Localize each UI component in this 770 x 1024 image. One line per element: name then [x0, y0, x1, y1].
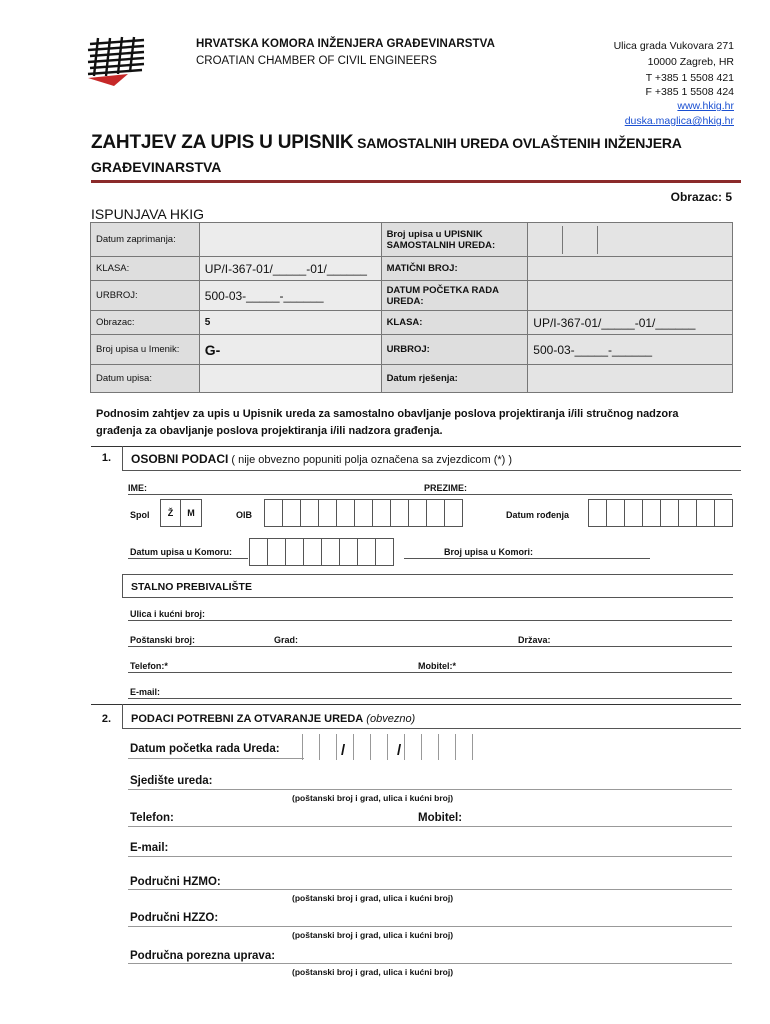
hkig-logo — [84, 36, 148, 88]
website-link[interactable]: www.hkig.hr — [677, 100, 734, 112]
email-field[interactable] — [128, 698, 732, 699]
porezna-hint: (poštanski broj i grad, ulica i kućni broj) — [292, 967, 454, 977]
datum-upisa-field[interactable] — [199, 365, 381, 393]
ulica-field[interactable] — [128, 620, 732, 621]
telefon-mobitel2-field[interactable] — [128, 826, 732, 827]
klasa-field[interactable]: UP/I-367-01/_____-01/______ — [199, 257, 381, 281]
datum-zaprimanja-field[interactable] — [199, 223, 381, 257]
table-cell-label: URBROJ: — [381, 335, 528, 365]
table-row — [91, 311, 733, 335]
section-2-header — [122, 704, 741, 729]
table-cell-label: DATUM POČETKA RADA UREDA: — [381, 281, 528, 311]
digit-boxes — [528, 226, 732, 254]
datum-pocetka-rada-field[interactable] — [528, 281, 733, 311]
table-cell-label: Datum upisa: — [91, 365, 200, 393]
spol-m-checkbox[interactable]: M — [187, 508, 195, 518]
table-row — [91, 257, 733, 281]
prezime-field[interactable] — [416, 494, 732, 495]
porezna-field[interactable] — [128, 963, 732, 964]
table-row — [91, 365, 733, 393]
table-cell-label: KLASA: — [381, 311, 528, 335]
datum-pocetka-label: Datum početka rada Ureda: — [130, 743, 280, 755]
table-cell-label: Obrazac: — [91, 311, 200, 335]
hzzo-label: Područni HZZO: — [130, 912, 219, 924]
section-1-header — [122, 446, 741, 471]
adresa-row-field[interactable] — [128, 646, 732, 647]
section-1-number: 1. — [101, 452, 112, 464]
mobitel-label: Mobitel:* — [418, 661, 456, 671]
table-row — [91, 335, 733, 365]
org-name-hr: HRVATSKA KOMORA INŽENJERA GRAĐEVINARSTVA — [196, 38, 495, 50]
form-title — [91, 132, 682, 154]
section-2-title: PODACI POTREBNI ZA OTVARANJE UREDA — [131, 713, 364, 725]
datum-upisa-komoru-field[interactable] — [249, 538, 394, 566]
date-separator-1: / — [341, 742, 346, 759]
address-street: Ulica grada Vukovara 271 — [613, 40, 734, 52]
form-number: Obrazac: 5 — [670, 190, 732, 204]
org-name-en: CROATIAN CHAMBER OF CIVIL ENGINEERS — [196, 55, 437, 67]
broj-upisa-komori-field[interactable] — [404, 558, 650, 559]
prebivaliste-title: STALNO PREBIVALIŠTE — [131, 581, 252, 593]
section-1-note: ( nije obvezno popuniti polja označena sa zvjezdicom (*) ) — [228, 454, 513, 466]
spol-z-checkbox[interactable]: Ž — [161, 500, 181, 526]
prezime-label: PREZIME: — [424, 483, 468, 493]
hzzo-hint: (poštanski broj i grad, ulica i kućni broj) — [292, 930, 454, 940]
telefon2-label: Telefon: — [130, 812, 174, 824]
sjediste-field[interactable] — [128, 789, 732, 790]
datum-rodjenja-field[interactable] — [588, 499, 733, 527]
email-label: E-mail: — [130, 687, 161, 697]
datum-upisa-komoru-label: Datum upisa u Komoru: — [130, 547, 233, 557]
table-row — [91, 281, 733, 311]
section-1-title: OSOBNI PODACI — [131, 452, 229, 466]
phone: T +385 1 5508 421 — [645, 72, 734, 84]
klasa-right-field[interactable]: UP/I-367-01/_____-01/______ — [528, 311, 733, 335]
telefon-mobitel-field[interactable] — [128, 672, 732, 673]
table-cell-label: KLASA: — [91, 257, 200, 281]
broj-upisa-komori-label: Broj upisa u Komori: — [444, 547, 534, 557]
table-cell-label: URBROJ: — [91, 281, 200, 311]
table-cell-label: Broj upisa u UPISNIK SAMOSTALNIH UREDA: — [381, 223, 528, 257]
broj-upisa-imenik-field[interactable]: G- — [199, 335, 381, 365]
hzmo-field[interactable] — [128, 889, 732, 890]
intro-statement: Podnosim zahtjev za upis u Upisnik ureda za samostalno obavljanje poslova projektiranja i/ili stručnog nadzora građenja za obavljanje poslova projektiranja i/ili nadzora građenja. — [96, 408, 679, 437]
ulica-label: Ulica i kućni broj: — [130, 609, 206, 619]
table-cell-label: MATIČNI BROJ: — [381, 257, 528, 281]
form-title-sub: SAMOSTALNIH UREDA OVLAŠTENIH INŽENJERA — [353, 135, 682, 151]
address-city: 10000 Zagreb, HR — [647, 56, 734, 68]
sjediste-label: Sjedište ureda: — [130, 775, 213, 787]
form-title-main: ZAHTJEV ZA UPIS U UPISNIK — [91, 132, 354, 153]
table-cell-label: Broj upisa u Imenik: — [91, 335, 200, 365]
table-cell-label: Datum rješenja: — [381, 365, 528, 393]
datum-rjesenja-field[interactable] — [528, 365, 733, 393]
urbroj-field[interactable]: 500-03-_____-______ — [199, 281, 381, 311]
oib-label: OIB — [236, 510, 253, 520]
email2-label: E-mail: — [130, 842, 169, 854]
obrazac-field[interactable]: 5 — [199, 311, 381, 335]
office-use-heading: ISPUNJAVA HKIG — [91, 206, 205, 222]
section-2-number: 2. — [101, 713, 112, 725]
porezna-label: Područna porezna uprava: — [130, 950, 276, 962]
hzmo-label: Područni HZMO: — [130, 876, 221, 888]
office-use-table — [90, 222, 733, 393]
form-title-line2: GRAĐEVINARSTVA — [91, 159, 222, 175]
section-2-note: (obvezno) — [363, 713, 416, 725]
drzava-label: Država: — [518, 635, 551, 645]
mobitel2-label: Mobitel: — [418, 812, 463, 824]
telefon-label: Telefon:* — [130, 661, 168, 671]
broj-upisa-upisnik-field[interactable] — [528, 223, 733, 257]
table-cell-label: Datum zaprimanja: — [91, 223, 200, 257]
email-link[interactable]: duska.maglica@hkig.hr — [624, 115, 734, 127]
prebivaliste-header — [122, 574, 733, 598]
maticni-broj-field[interactable] — [528, 257, 733, 281]
oib-field[interactable] — [264, 499, 463, 527]
table-row — [91, 223, 733, 257]
sjediste-hint: (poštanski broj i grad, ulica i kućni broj) — [292, 793, 454, 803]
date-separator-2: / — [397, 742, 402, 759]
spol-label: Spol — [130, 510, 150, 520]
postanski-broj-label: Poštanski broj: — [130, 635, 196, 645]
datum-rodjenja-label: Datum rođenja — [506, 510, 570, 520]
spol-boxes — [160, 499, 202, 527]
fax: F +385 1 5508 424 — [645, 86, 734, 98]
datum-pocetka-field[interactable] — [302, 734, 473, 760]
ime-field[interactable] — [128, 494, 416, 495]
hzmo-hint: (poštanski broj i grad, ulica i kućni broj) — [292, 893, 454, 903]
hzzo-field[interactable] — [128, 926, 732, 927]
email2-field[interactable] — [128, 856, 732, 857]
ime-label: IME: — [128, 483, 147, 493]
urbroj-right-field[interactable]: 500-03-_____-______ — [528, 335, 733, 365]
grad-label: Grad: — [274, 635, 299, 645]
title-divider — [91, 180, 741, 183]
